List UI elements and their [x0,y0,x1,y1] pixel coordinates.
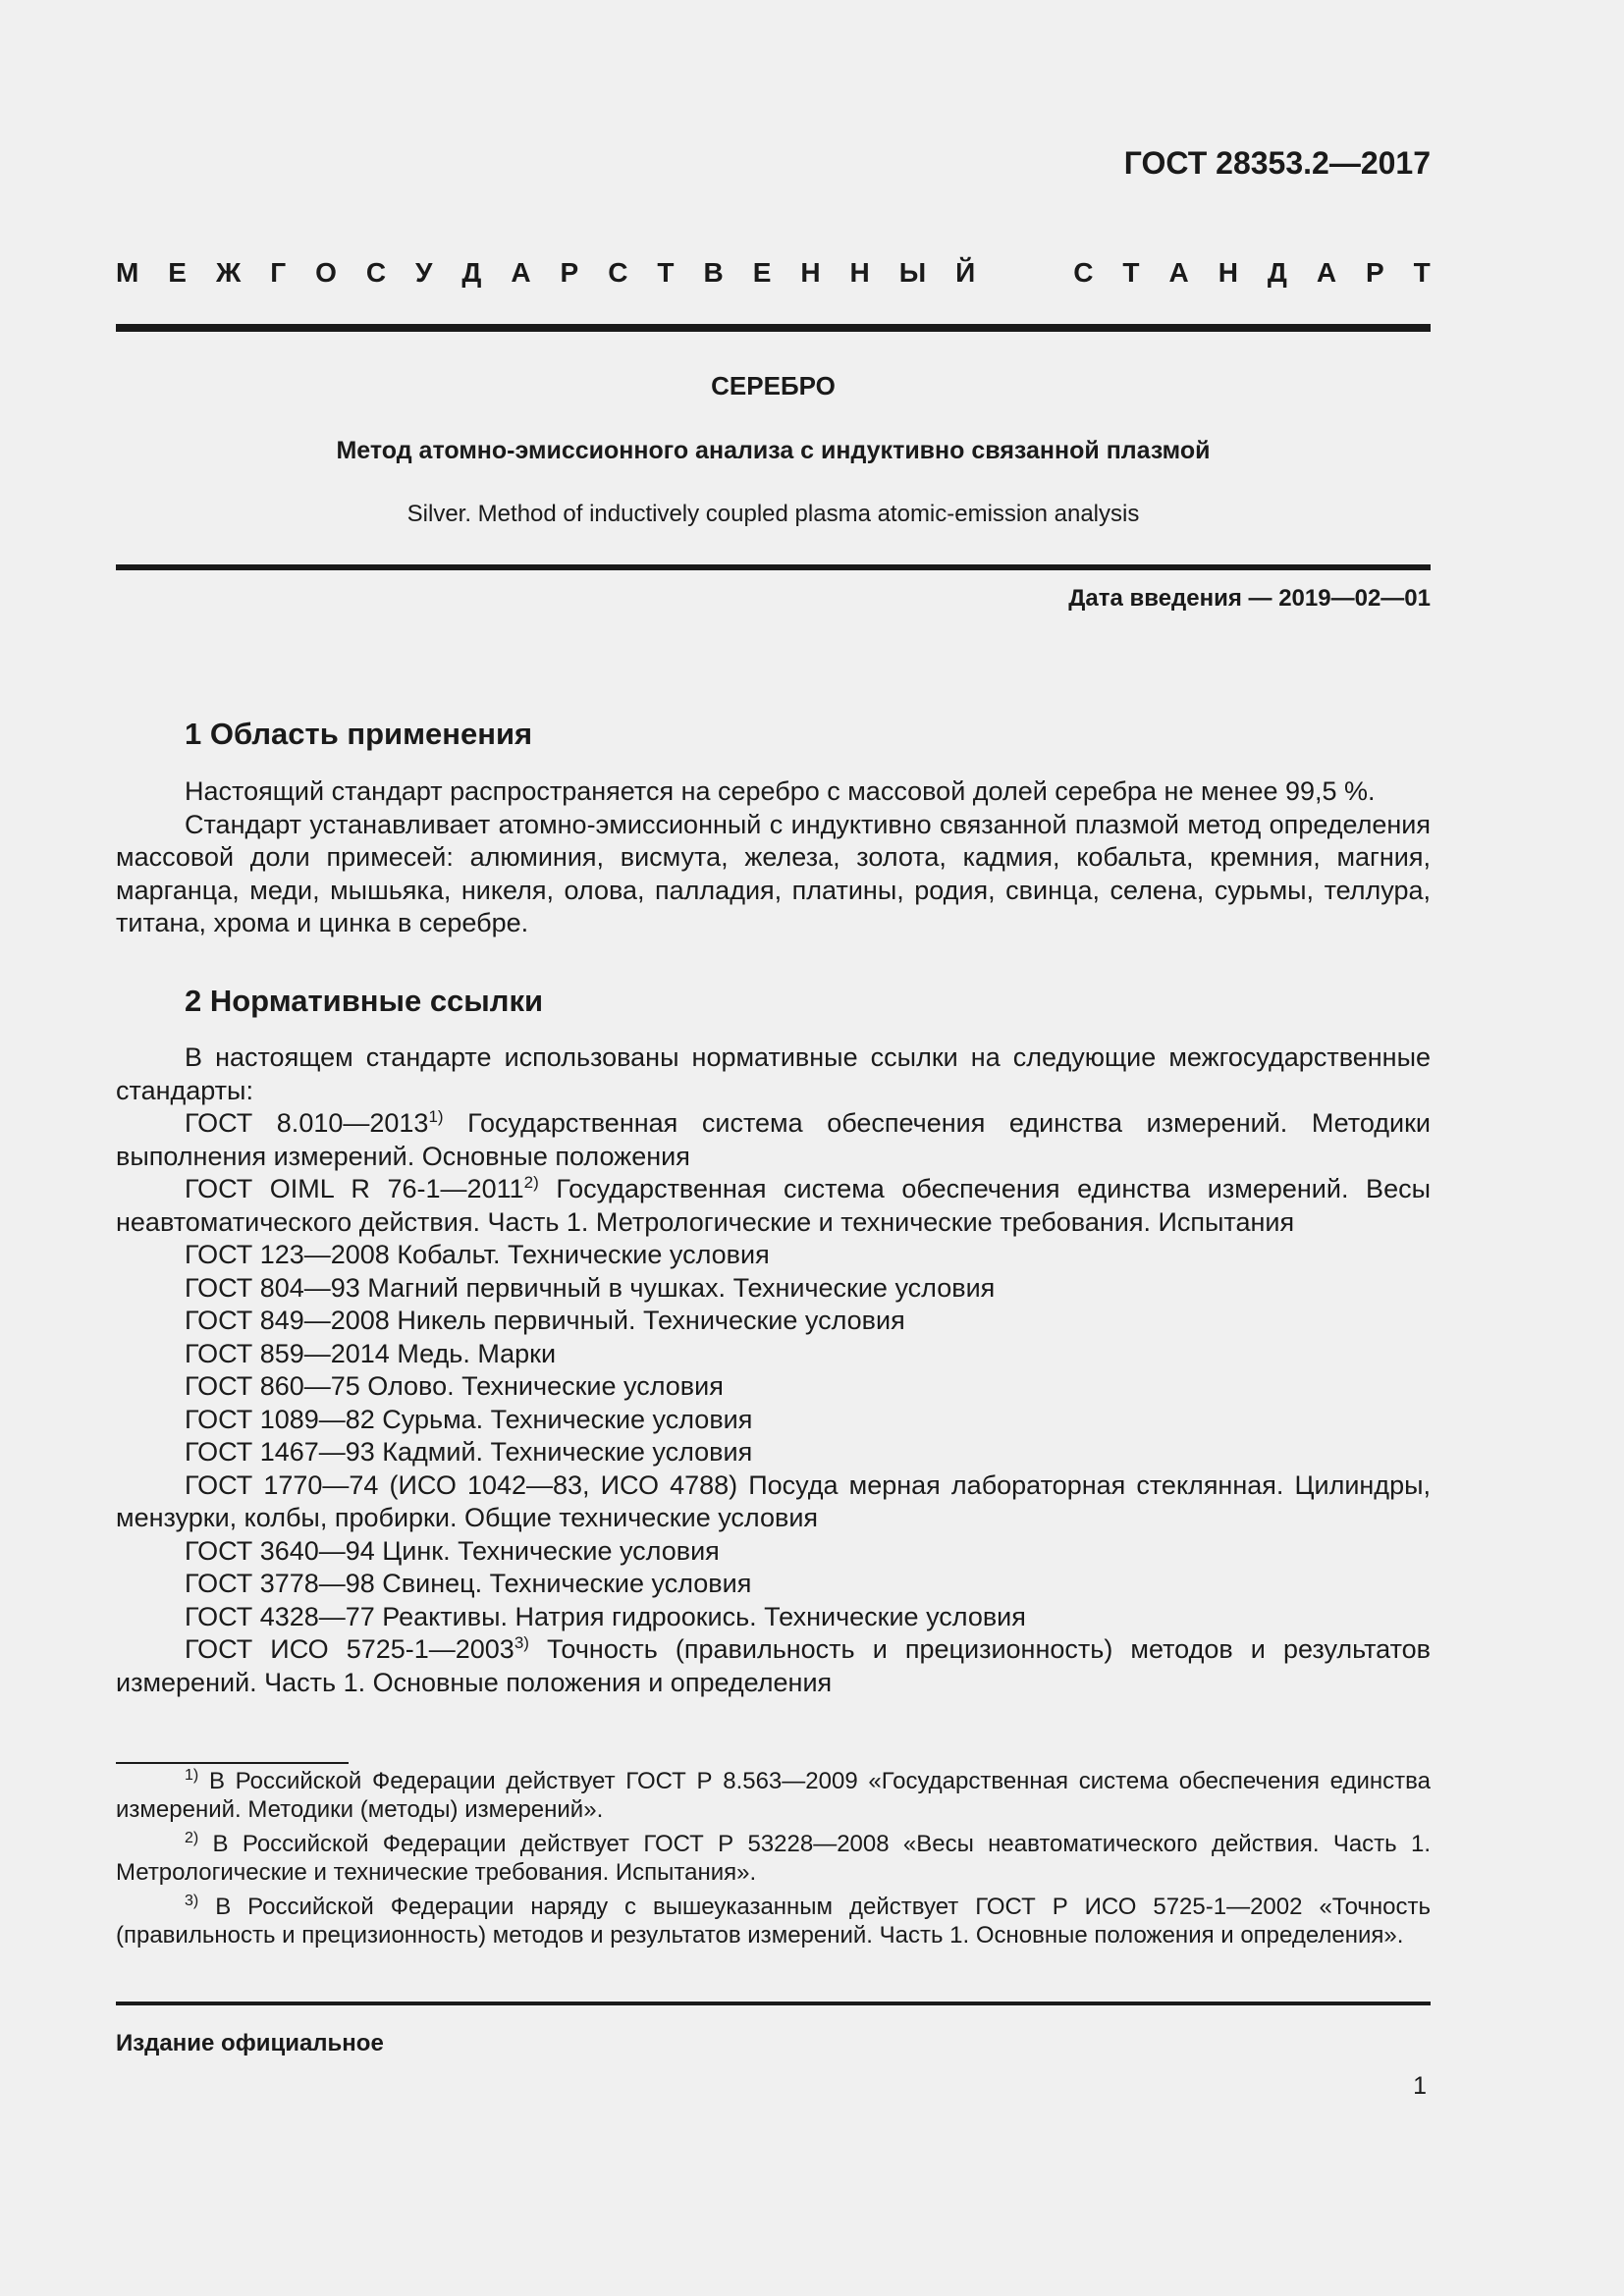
footnote-text: В Российской Федерации действует ГОСТ Р 53228—2008 «Весы неавтоматического действия. Часть 1. Метрологические и технические требования. Испытания». [116,1831,1431,1886]
banner-letter: А [1316,257,1337,288]
document-title: СЕРЕБРО [711,371,836,400]
interstate-standard-banner [116,257,1431,289]
reference-item: ГОСТ 3640—94 Цинк. Технические условия [185,1535,720,1566]
reference-item: ГОСТ 859—2014 Медь. Марки [185,1338,557,1368]
footnotes [116,1767,1431,1955]
section-2-body [116,1041,1431,1699]
official-edition-label: Издание официальное [116,2030,384,2056]
banner-letter: Н [800,257,821,288]
banner-letter: Е [168,257,187,288]
banner-letter: М [116,257,139,288]
footnote [116,1830,1431,1887]
reference-item: ГОСТ 1467—93 Кадмий. Технические условия [185,1437,753,1467]
section-1-paragraph: Стандарт устанавливает атомно-эмиссионный с индуктивно связанной плазмой метод определения массовой доли примесей: алюминия, висмута, железа, золота, кадмия, кобальта, кремния, магния, марганца, меди, мышьяка, никеля, олова, палладия, платины, родия, свинца, селена, сурьмы, теллура, титана, хрома и цинка в серебре. [116,809,1431,937]
banner-letter: Й [955,257,976,288]
banner-letter: С [365,257,387,288]
banner-letter: А [511,257,531,288]
banner-letter: С [608,257,628,288]
section-1-heading: 1 Область применения [185,717,533,751]
reference-item: ГОСТ 1770—74 (ИСО 1042—83, ИСО 4788) Посуда мерная лабораторная стеклянная. Цилиндры, мензурки, колбы, пробирки. Общие технические условия [116,1469,1431,1532]
reference-item [116,1633,1431,1699]
document-subtitle: Метод атомно-эмиссионного анализа с индуктивно связанной плазмой [336,437,1211,464]
banner-letter: Е [752,257,772,288]
footnote-mark: 3) [185,1893,199,1909]
standard-number: ГОСТ 28353.2—2017 [1123,145,1431,181]
section-2-intro: В настоящем стандарте использованы нормативные ссылки на следующие межгосударственные стандарты: [116,1042,1431,1105]
reference-item: ГОСТ 860—75 Олово. Технические условия [185,1371,724,1401]
reference-item: ГОСТ 123—2008 Кобальт. Технические условия [185,1240,770,1269]
reference-item: ГОСТ 3778—98 Свинец. Технические условия [185,1569,752,1598]
banner-letter: Ы [898,257,927,288]
section-1-paragraph: Настоящий стандарт распространяется на серебро с массовой долей серебра не менее 99,5 %. [185,776,1376,806]
reference-code: ГОСТ 8.010—2013 [185,1108,429,1138]
banner-letter: О [315,257,337,288]
footnote-separator [116,1762,349,1764]
title-rule [116,564,1431,570]
reference-item: ГОСТ 1089—82 Сурьма. Технические условия [185,1404,753,1434]
banner-letter: Р [1366,257,1384,288]
reference-title: Точность (правильность и прецизионность) методов и результатов измерений. Часть 1. Основные положения и определения [116,1634,1431,1697]
footnote-mark: 2) [185,1830,199,1846]
banner-letter: Ж [215,257,242,288]
page-number: 1 [1413,2072,1427,2100]
reference-title: Государственная система обеспечения единства измерений. Весы неавтоматического действия. Часть 1. Метрологические и технические требования. Испытания [116,1174,1431,1237]
section-1-body [116,775,1431,940]
banner-letter: Н [849,257,870,288]
banner-letter: Р [560,257,579,288]
footnote [116,1893,1431,1949]
banner-letter: Г [270,257,287,288]
reference-item: ГОСТ 849—2008 Никель первичный. Технические условия [185,1306,905,1335]
footnote-mark: 1) [185,1767,199,1784]
reference-code: ГОСТ OIML R 76-1—2011 [185,1174,524,1203]
banner-letter: С [1073,257,1094,288]
banner-letter: А [1168,257,1189,288]
banner-word-gap [1004,257,1044,289]
document-title-english: Silver. Method of inductively coupled plasma atomic-emission analysis [406,501,1140,527]
banner-letter: Н [1218,257,1238,288]
banner-letter: Д [1267,257,1287,288]
footer-rule [116,2002,1431,2005]
reference-code: ГОСТ ИСО 5725-1—2003 [185,1634,514,1664]
header-rule [116,324,1431,332]
section-2-heading: 2 Нормативные ссылки [185,984,544,1018]
footnote-marker: 1) [428,1107,444,1126]
footnote-text: В Российской Федерации действует ГОСТ Р 8.563—2009 «Государственная система обеспечения единства измерений. Методики (методы) измерений». [116,1768,1431,1823]
reference-item [116,1107,1431,1173]
banner-letter: У [415,257,433,288]
footnote [116,1767,1431,1824]
footnote-text: В Российской Федерации наряду с вышеуказанным действует ГОСТ Р ИСО 5725-1—2002 «Точность (правильность и прецизионность) методов и результатов измерений. Часть 1. Основные положения и определения». [116,1894,1431,1949]
banner-letter: Т [657,257,675,288]
banner-letter: Д [461,257,482,288]
introduction-date: Дата введения — 2019—02—01 [1068,585,1431,612]
reference-item: ГОСТ 804—93 Магний первичный в чушках. Технические условия [185,1272,996,1303]
reference-item [116,1173,1431,1239]
banner-letter: В [703,257,724,288]
banner-letter: Т [1122,257,1140,288]
footnote-marker: 3) [514,1633,529,1652]
banner-letter: Т [1413,257,1431,288]
footnote-marker: 2) [523,1173,539,1192]
reference-title: Государственная система обеспечения единства измерений. Методики выполнения измерений. Основные положения [116,1108,1431,1171]
reference-item: ГОСТ 4328—77 Реактивы. Натрия гидроокись. Технические условия [185,1601,1026,1631]
